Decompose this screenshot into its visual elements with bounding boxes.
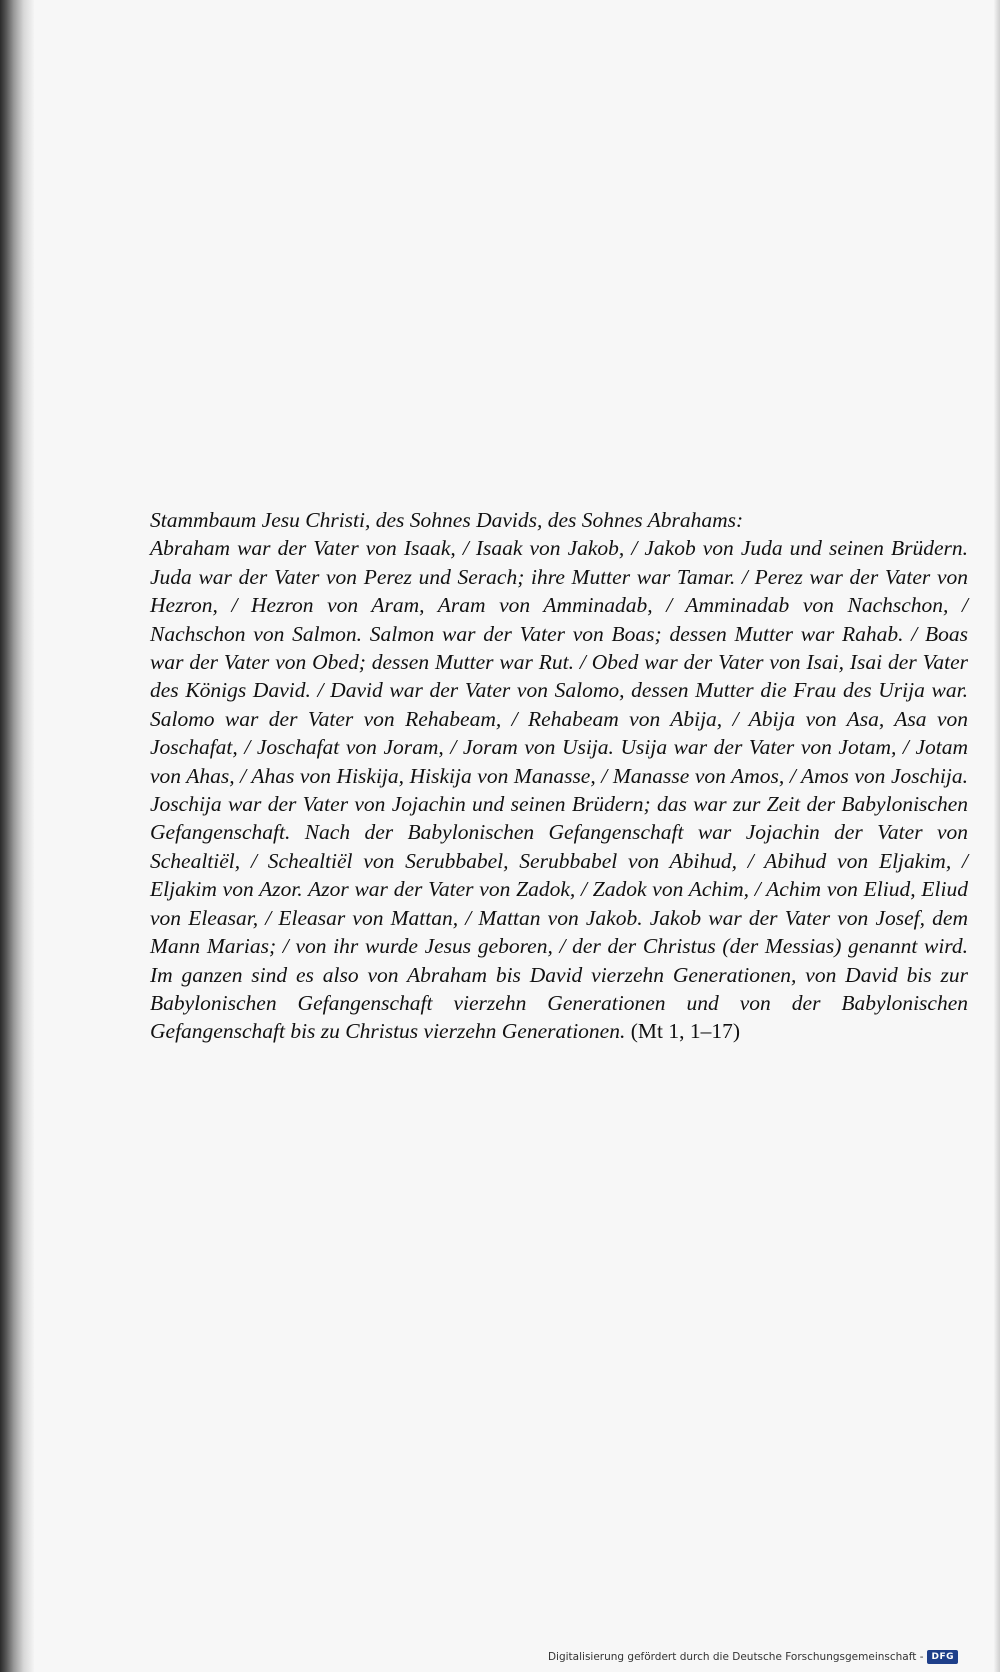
credit-text: Digitalisierung gefördert durch die Deutsche Forschungsgemeinschaft - [547,1651,924,1663]
book-binding-shadow [0,0,34,1672]
genealogy-body-text: Abraham war der Vater von Isaak, / Isaak von Jakob, / Jakob von Juda und seinen Brüdern. Juda war der Vater von Perez und Serach; ihre Mutter war Tamar. / Perez war der Vater von Hezron, / Hezron von Aram, Aram von Amminadab, / Amminadab von Nachschon, / Nachschon von Salmon. Salmon war der Vater von Boas; dessen Mutter war Rahab. / Boas war der Vater von Obed; dessen Mutter war Rut. / Obed war der Vater von Isai, Isai der Vater des Königs David. / David war der Vater von Salomo, dessen Mutter die Frau des Urija war. Salomo war der Vater von Rehabeam, / Rehabeam von Abija, / Abija von Asa, Asa von Joschafat, / Joschafat von Joram, / Joram von Usija. Usija war der Vater von Jotam, / Jotam von Ahas, / Ahas von Hiskija, Hiskija von Manasse, / Manasse von Amos, / Amos von Joschija. Joschija war der Vater von Jojachin und seinen Brüdern; das war zur Zeit der Babylonischen Gefangenschaft. Nach der Babylonischen Gefangenschaft war Jojachin der Vater von Schealtiël, / Schealtiël von Serubbabel, Serubbabel von Abihud, / Abihud von Eljakim, / Eljakim von Azor. Azor war der Vater von Zadok, / Zadok von Achim, / Achim von Eliud, Eliud von Eleasar, / Eleasar von Mattan, / Mattan von Jakob. Jakob war der Vater von Josef, dem Mann Marias; / von ihr wurde Jesus geboren, / der der Christus (der Messias) genannt wird. Im ganzen sind es also von Abraham bis David vierzehn Generationen, von David bis zur Babylonischen Gefangenschaft vierzehn Generationen und von der Babylonischen Gefangenschaft bis zu Christus vierzehn Generationen. [150,536,968,1044]
dfg-logo: DFG [927,1650,958,1664]
genealogy-body [150,534,968,1045]
page-edge [994,0,1000,1672]
scripture-text-block [150,506,968,1046]
genealogy-heading: Stammbaum Jesu Christi, des Sohnes Davids, des Sohnes Abrahams: [150,508,744,532]
digitization-credit [548,1648,958,1666]
bible-reference: (Mt 1, 1–17) [630,1019,741,1044]
